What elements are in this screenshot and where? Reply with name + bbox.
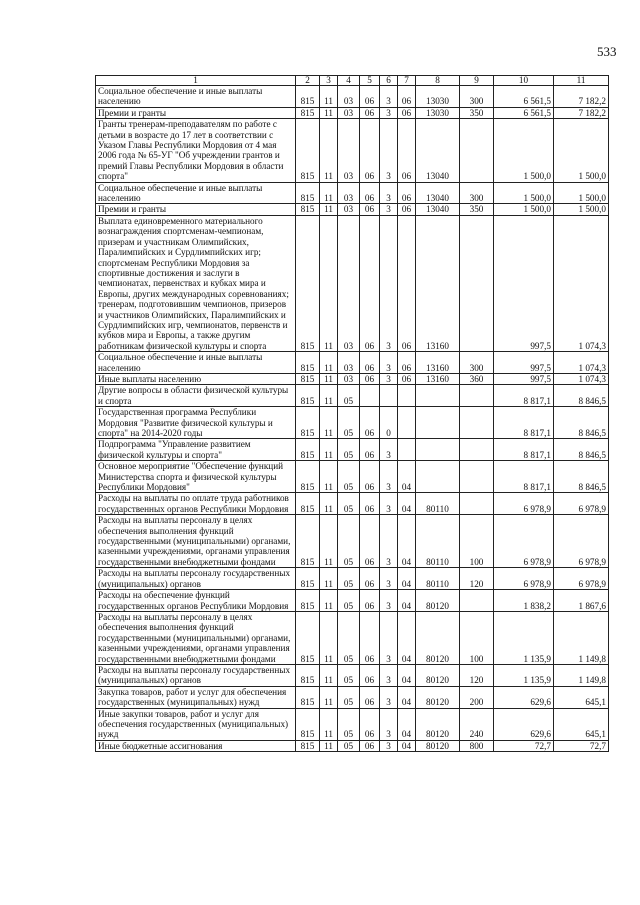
row-cell-c5: 06 (360, 493, 380, 515)
header-cell: 2 (296, 76, 320, 86)
row-cell-c9: 100 (460, 611, 494, 664)
row-cell-c7: 04 (398, 740, 416, 751)
row-cell-c4: 03 (338, 204, 360, 215)
header-cell: 7 (398, 76, 416, 86)
row-cell-c6: 3 (380, 493, 398, 515)
row-cell-c9: 300 (460, 86, 494, 108)
row-cell-c5: 06 (360, 107, 380, 118)
row-cell-c11: 6 978,9 (554, 493, 609, 515)
row-cell-c9: 350 (460, 107, 494, 118)
row-cell-c4: 05 (338, 611, 360, 664)
row-cell-c2: 815 (296, 215, 320, 351)
row-cell-c4: 05 (338, 590, 360, 612)
row-cell-c11: 8 846,5 (554, 407, 609, 439)
row-cell-c11: 7 182,2 (554, 107, 609, 118)
row-cell-c8: 13040 (416, 119, 460, 182)
row-cell-c2: 815 (296, 568, 320, 590)
row-cell-c7: 04 (398, 590, 416, 612)
table-header-row (96, 76, 609, 86)
row-cell-c2: 815 (296, 708, 320, 740)
row-cell-c9 (460, 439, 494, 461)
row-name-cell: Расходы на выплаты по оплате труда работников государственных органов Республики Мордовия (96, 493, 296, 515)
row-cell-c7: 04 (398, 686, 416, 708)
row-cell-c3: 11 (320, 740, 338, 751)
row-cell-c7: 06 (398, 373, 416, 384)
row-cell-c8: 13040 (416, 204, 460, 215)
row-cell-c7: 04 (398, 493, 416, 515)
table-row (96, 686, 609, 708)
row-cell-c8: 13160 (416, 352, 460, 374)
row-cell-c5: 06 (360, 182, 380, 204)
header-cell: 4 (338, 76, 360, 86)
row-cell-c8: 13030 (416, 107, 460, 118)
row-cell-c7: 06 (398, 86, 416, 108)
row-cell-c10: 997,5 (494, 373, 554, 384)
row-cell-c2: 815 (296, 461, 320, 493)
row-cell-c6: 3 (380, 107, 398, 118)
row-cell-c11: 7 182,2 (554, 86, 609, 108)
row-cell-c8: 13160 (416, 215, 460, 351)
row-cell-c10: 1 500,0 (494, 182, 554, 204)
row-cell-c8 (416, 461, 460, 493)
row-cell-c9 (460, 493, 494, 515)
row-cell-c7: 04 (398, 664, 416, 686)
row-cell-c8: 80120 (416, 740, 460, 751)
row-cell-c9: 200 (460, 686, 494, 708)
row-cell-c11: 1 074,3 (554, 373, 609, 384)
row-cell-c7: 04 (398, 461, 416, 493)
header-cell: 3 (320, 76, 338, 86)
row-name-cell: Расходы на выплаты персоналу государственных (муниципальных) органов (96, 568, 296, 590)
row-cell-c4: 05 (338, 740, 360, 751)
row-cell-c3: 11 (320, 119, 338, 182)
row-cell-c9 (460, 385, 494, 407)
row-cell-c3: 11 (320, 86, 338, 108)
row-cell-c9: 120 (460, 664, 494, 686)
table-row (96, 385, 609, 407)
row-name-cell: Премии и гранты (96, 107, 296, 118)
row-cell-c5: 06 (360, 86, 380, 108)
row-cell-c6: 3 (380, 215, 398, 351)
row-name-cell: Иные закупки товаров, работ и услуг для обеспечения государственных (муниципальных) нужд (96, 708, 296, 740)
row-cell-c9: 800 (460, 740, 494, 751)
row-cell-c4: 05 (338, 568, 360, 590)
row-cell-c7: 06 (398, 204, 416, 215)
row-cell-c6: 3 (380, 515, 398, 568)
header-cell: 11 (554, 76, 609, 86)
row-cell-c5: 06 (360, 740, 380, 751)
row-cell-c10: 8 817,1 (494, 407, 554, 439)
row-cell-c11: 1 500,0 (554, 182, 609, 204)
row-cell-c11: 72,7 (554, 740, 609, 751)
table-row (96, 493, 609, 515)
header-cell: 9 (460, 76, 494, 86)
row-cell-c7: 06 (398, 107, 416, 118)
row-cell-c4: 03 (338, 215, 360, 351)
table-row (96, 86, 609, 108)
row-cell-c4: 05 (338, 664, 360, 686)
row-cell-c7: 06 (398, 215, 416, 351)
row-cell-c10: 6 978,9 (494, 515, 554, 568)
row-cell-c9 (460, 407, 494, 439)
row-cell-c3: 11 (320, 182, 338, 204)
row-cell-c7: 04 (398, 611, 416, 664)
row-name-cell: Государственная программа Республики Мордовия "Развитие физической культуры и спорта" на 2014-2020 годы (96, 407, 296, 439)
table-row (96, 740, 609, 751)
row-cell-c9: 100 (460, 515, 494, 568)
row-cell-c2: 815 (296, 119, 320, 182)
row-cell-c9 (460, 215, 494, 351)
row-cell-c10: 1 838,2 (494, 590, 554, 612)
row-cell-c8: 80120 (416, 611, 460, 664)
table-row (96, 590, 609, 612)
row-cell-c2: 815 (296, 352, 320, 374)
row-cell-c4: 03 (338, 373, 360, 384)
row-cell-c2: 815 (296, 373, 320, 384)
row-cell-c5: 06 (360, 119, 380, 182)
row-cell-c5: 06 (360, 590, 380, 612)
row-name-cell: Социальное обеспечение и иные выплаты населению (96, 182, 296, 204)
row-cell-c3: 11 (320, 107, 338, 118)
header-cell: 1 (96, 76, 296, 86)
row-name-cell: Социальное обеспечение и иные выплаты населению (96, 86, 296, 108)
row-cell-c2: 815 (296, 86, 320, 108)
row-cell-c2: 815 (296, 590, 320, 612)
row-cell-c6: 3 (380, 439, 398, 461)
row-cell-c8: 13040 (416, 182, 460, 204)
row-cell-c6: 3 (380, 664, 398, 686)
row-name-cell: Расходы на обеспечение функций государственных органов Республики Мордовия (96, 590, 296, 612)
row-name-cell: Выплата единовременного материального вознаграждения спортсменам-чемпионам, призерам и участникам Олимпийских, Паралимпийских и Сурдлимпийских игр; спортсменам Республики Мордовия за спортивные достижения и заслуги в чемпионатах, первенствах и кубках мира и Европы, других международных соревнованиях; тренерам, подготовившим чемпионов, призеров и участников Олимпийских, Паралимпийских и Сурдлимпийских игр, чемпионатов, первенств и кубков мира и Европы, а также другим работникам физической культуры и спорта (96, 215, 296, 351)
table-row (96, 568, 609, 590)
row-cell-c5: 06 (360, 407, 380, 439)
row-cell-c2: 815 (296, 611, 320, 664)
row-cell-c10: 8 817,1 (494, 461, 554, 493)
row-cell-c10: 1 135,9 (494, 664, 554, 686)
row-cell-c2: 815 (296, 493, 320, 515)
row-cell-c3: 11 (320, 373, 338, 384)
row-cell-c6: 3 (380, 740, 398, 751)
row-cell-c5: 06 (360, 686, 380, 708)
row-cell-c3: 11 (320, 664, 338, 686)
row-cell-c10: 6 561,5 (494, 86, 554, 108)
row-cell-c3: 11 (320, 568, 338, 590)
row-cell-c3: 11 (320, 352, 338, 374)
row-cell-c3: 11 (320, 385, 338, 407)
row-cell-c11: 645,1 (554, 686, 609, 708)
row-cell-c11: 8 846,5 (554, 439, 609, 461)
row-cell-c11: 1 867,6 (554, 590, 609, 612)
row-cell-c7 (398, 439, 416, 461)
table-row (96, 611, 609, 664)
row-name-cell: Расходы на выплаты персоналу государственных (муниципальных) органов (96, 664, 296, 686)
row-cell-c6: 3 (380, 373, 398, 384)
row-cell-c9: 350 (460, 204, 494, 215)
row-cell-c5 (360, 385, 380, 407)
row-cell-c2: 815 (296, 107, 320, 118)
row-cell-c8: 80120 (416, 708, 460, 740)
row-cell-c3: 11 (320, 407, 338, 439)
table-row (96, 215, 609, 351)
row-cell-c8: 80110 (416, 493, 460, 515)
row-cell-c11: 1 074,3 (554, 215, 609, 351)
row-cell-c7: 06 (398, 352, 416, 374)
row-cell-c7: 04 (398, 708, 416, 740)
row-cell-c10: 72,7 (494, 740, 554, 751)
row-cell-c7 (398, 385, 416, 407)
row-cell-c4: 03 (338, 107, 360, 118)
table-row (96, 515, 609, 568)
row-cell-c3: 11 (320, 515, 338, 568)
row-cell-c5: 06 (360, 611, 380, 664)
row-cell-c6: 3 (380, 204, 398, 215)
row-name-cell: Подпрограмма "Управление развитием физической культуры и спорта" (96, 439, 296, 461)
row-cell-c2: 815 (296, 515, 320, 568)
row-cell-c3: 11 (320, 611, 338, 664)
row-cell-c9: 240 (460, 708, 494, 740)
row-cell-c9: 300 (460, 352, 494, 374)
table-row (96, 461, 609, 493)
table-row (96, 352, 609, 374)
row-cell-c5: 06 (360, 568, 380, 590)
budget-table (95, 75, 609, 752)
row-cell-c10: 6 978,9 (494, 493, 554, 515)
row-cell-c4: 05 (338, 385, 360, 407)
row-cell-c6: 3 (380, 686, 398, 708)
row-cell-c8: 80120 (416, 686, 460, 708)
row-cell-c11: 1 074,3 (554, 352, 609, 374)
row-cell-c10: 1 500,0 (494, 119, 554, 182)
row-cell-c2: 815 (296, 686, 320, 708)
row-cell-c6: 3 (380, 708, 398, 740)
row-cell-c6: 3 (380, 119, 398, 182)
row-cell-c5: 06 (360, 204, 380, 215)
row-cell-c2: 815 (296, 407, 320, 439)
row-cell-c10: 6 561,5 (494, 107, 554, 118)
row-name-cell: Иные бюджетные ассигнования (96, 740, 296, 751)
row-cell-c9: 120 (460, 568, 494, 590)
row-name-cell: Закупка товаров, работ и услуг для обеспечения государственных (муниципальных) нужд (96, 686, 296, 708)
row-cell-c3: 11 (320, 215, 338, 351)
row-cell-c6: 3 (380, 182, 398, 204)
row-cell-c3: 11 (320, 493, 338, 515)
row-cell-c9 (460, 590, 494, 612)
row-cell-c6 (380, 385, 398, 407)
row-name-cell: Основное мероприятие "Обеспечение функций Министерства спорта и физической культуры Республики Мордовия" (96, 461, 296, 493)
row-cell-c11: 645,1 (554, 708, 609, 740)
row-cell-c7: 06 (398, 119, 416, 182)
row-cell-c5: 06 (360, 708, 380, 740)
row-cell-c9 (460, 119, 494, 182)
row-cell-c6: 3 (380, 86, 398, 108)
row-cell-c4: 03 (338, 182, 360, 204)
row-cell-c11: 6 978,9 (554, 515, 609, 568)
row-name-cell: Иные выплаты населению (96, 373, 296, 384)
row-cell-c11: 1 149,8 (554, 664, 609, 686)
page-number: 533 (597, 44, 617, 59)
row-cell-c6: 3 (380, 352, 398, 374)
row-name-cell: Социальное обеспечение и иные выплаты населению (96, 352, 296, 374)
row-cell-c5: 06 (360, 664, 380, 686)
row-cell-c10: 6 978,9 (494, 568, 554, 590)
table-row (96, 708, 609, 740)
row-cell-c4: 03 (338, 352, 360, 374)
table-row (96, 119, 609, 182)
row-cell-c3: 11 (320, 204, 338, 215)
table-row (96, 204, 609, 215)
row-cell-c4: 05 (338, 708, 360, 740)
row-cell-c2: 815 (296, 182, 320, 204)
row-cell-c5: 06 (360, 215, 380, 351)
row-cell-c10: 629,6 (494, 708, 554, 740)
row-cell-c4: 03 (338, 86, 360, 108)
row-cell-c5: 06 (360, 439, 380, 461)
table-row (96, 182, 609, 204)
row-cell-c4: 05 (338, 439, 360, 461)
row-cell-c8: 80110 (416, 568, 460, 590)
row-cell-c11: 6 978,9 (554, 568, 609, 590)
row-cell-c11: 8 846,5 (554, 385, 609, 407)
row-cell-c3: 11 (320, 590, 338, 612)
row-name-cell: Другие вопросы в области физической культуры и спорта (96, 385, 296, 407)
row-name-cell: Гранты тренерам-преподавателям по работе с детьми в возрасте до 17 лет в соответствии с Указом Главы Республики Мордовия от 4 мая 2006 года № 65-УГ "Об учреждении грантов и премий Главы Республики Мордовия в области спорта" (96, 119, 296, 182)
row-cell-c9: 360 (460, 373, 494, 384)
row-cell-c10: 997,5 (494, 215, 554, 351)
row-cell-c4: 05 (338, 461, 360, 493)
row-cell-c9: 300 (460, 182, 494, 204)
row-cell-c6: 3 (380, 568, 398, 590)
row-cell-c7 (398, 407, 416, 439)
row-name-cell: Расходы на выплаты персоналу в целях обеспечения выполнения функций государственными (муниципальными) органами, казенными учреждениями, органами управления государственными внебюджетными фондами (96, 515, 296, 568)
row-cell-c5: 06 (360, 461, 380, 493)
row-cell-c4: 05 (338, 686, 360, 708)
row-cell-c2: 815 (296, 439, 320, 461)
row-name-cell: Премии и гранты (96, 204, 296, 215)
row-cell-c2: 815 (296, 204, 320, 215)
row-cell-c8 (416, 385, 460, 407)
row-cell-c6: 3 (380, 590, 398, 612)
row-cell-c4: 05 (338, 407, 360, 439)
row-cell-c6: 0 (380, 407, 398, 439)
row-cell-c8: 13160 (416, 373, 460, 384)
row-cell-c11: 1 500,0 (554, 204, 609, 215)
row-cell-c9 (460, 461, 494, 493)
row-cell-c8: 13030 (416, 86, 460, 108)
row-cell-c5: 06 (360, 373, 380, 384)
row-cell-c10: 1 500,0 (494, 204, 554, 215)
row-cell-c8: 80120 (416, 664, 460, 686)
header-cell: 6 (380, 76, 398, 86)
row-cell-c7: 06 (398, 182, 416, 204)
table-row (96, 107, 609, 118)
row-cell-c8: 80120 (416, 590, 460, 612)
header-cell: 5 (360, 76, 380, 86)
row-name-cell: Расходы на выплаты персоналу в целях обеспечения выполнения функций государственными (муниципальными) органами, казенными учреждениями, органами управления государственными внебюджетными фондами (96, 611, 296, 664)
row-cell-c6: 3 (380, 611, 398, 664)
row-cell-c4: 03 (338, 119, 360, 182)
row-cell-c11: 1 149,8 (554, 611, 609, 664)
table-row (96, 373, 609, 384)
row-cell-c11: 1 500,0 (554, 119, 609, 182)
row-cell-c3: 11 (320, 439, 338, 461)
table-row (96, 407, 609, 439)
row-cell-c4: 05 (338, 515, 360, 568)
row-cell-c7: 04 (398, 568, 416, 590)
row-cell-c10: 997,5 (494, 352, 554, 374)
row-cell-c10: 629,6 (494, 686, 554, 708)
row-cell-c2: 815 (296, 664, 320, 686)
row-cell-c3: 11 (320, 708, 338, 740)
row-cell-c4: 05 (338, 493, 360, 515)
row-cell-c8 (416, 439, 460, 461)
table-row (96, 664, 609, 686)
row-cell-c3: 11 (320, 461, 338, 493)
header-cell: 10 (494, 76, 554, 86)
row-cell-c7: 04 (398, 515, 416, 568)
header-cell: 8 (416, 76, 460, 86)
row-cell-c8 (416, 407, 460, 439)
row-cell-c10: 8 817,1 (494, 439, 554, 461)
row-cell-c2: 815 (296, 385, 320, 407)
table-row (96, 439, 609, 461)
row-cell-c8: 80110 (416, 515, 460, 568)
row-cell-c10: 1 135,9 (494, 611, 554, 664)
row-cell-c3: 11 (320, 686, 338, 708)
row-cell-c5: 06 (360, 352, 380, 374)
row-cell-c11: 8 846,5 (554, 461, 609, 493)
row-cell-c5: 06 (360, 515, 380, 568)
row-cell-c2: 815 (296, 740, 320, 751)
row-cell-c10: 8 817,1 (494, 385, 554, 407)
row-cell-c6: 3 (380, 461, 398, 493)
